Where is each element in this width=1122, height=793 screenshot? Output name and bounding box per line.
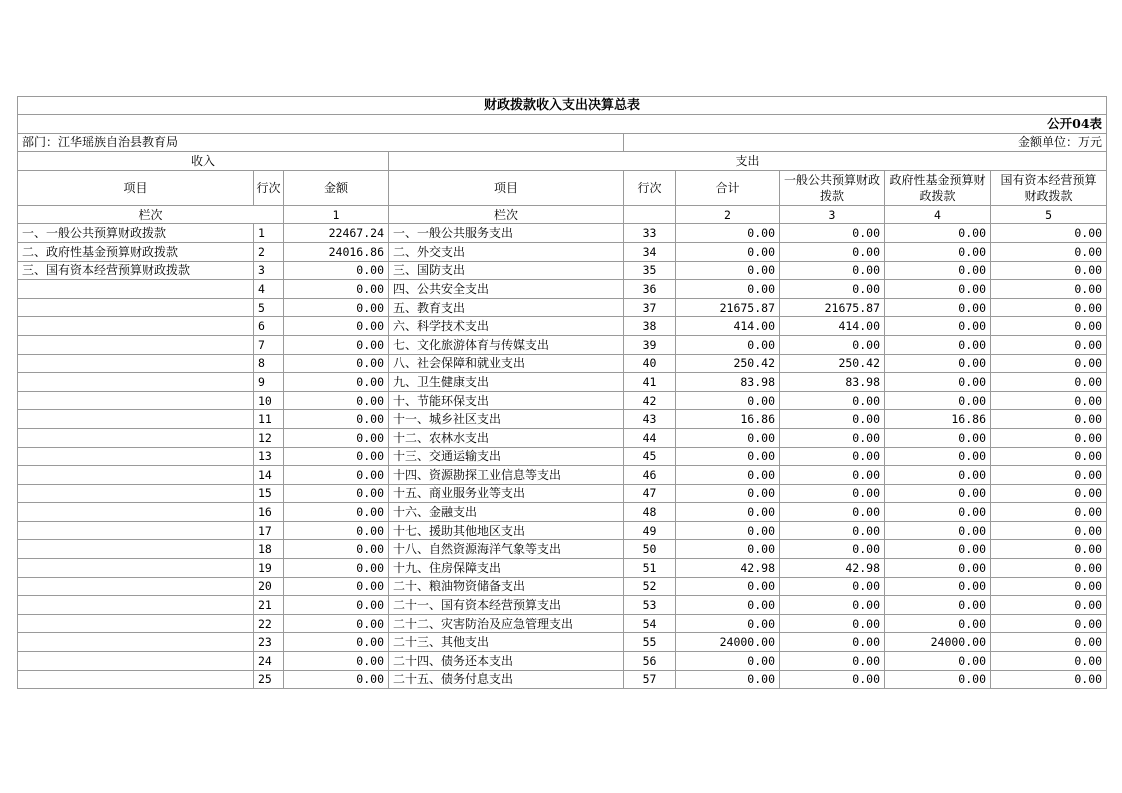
fiscal-appropriation-table [17, 96, 1107, 689]
income-line-no-cell: 3 [254, 261, 284, 280]
state-capital-cell: 0.00 [991, 261, 1107, 280]
total-cell: 414.00 [676, 317, 780, 336]
general-budget-cell: 0.00 [780, 521, 885, 540]
expense-item-cell: 十三、交通运输支出 [389, 447, 624, 466]
income-item-cell [18, 670, 254, 689]
general-budget-cell: 250.42 [780, 354, 885, 373]
income-amount-cell: 0.00 [284, 559, 389, 578]
gov-fund-cell: 0.00 [885, 280, 991, 299]
expense-line-no-cell: 51 [624, 559, 676, 578]
total-cell: 250.42 [676, 354, 780, 373]
income-line-no-cell: 22 [254, 614, 284, 633]
expense-item-cell: 十八、自然资源海洋气象等支出 [389, 540, 624, 559]
gov-fund-cell: 0.00 [885, 614, 991, 633]
expense-header: 支出 [389, 152, 1107, 171]
total-cell: 0.00 [676, 484, 780, 503]
income-amount-cell: 0.00 [284, 354, 389, 373]
table-row [18, 521, 1107, 540]
expense-line-no-cell: 42 [624, 391, 676, 410]
expense-line-no-cell: 40 [624, 354, 676, 373]
report-title: 财政拨款收入支出决算总表 [18, 97, 1107, 115]
gov-fund-cell: 0.00 [885, 354, 991, 373]
income-line-no-cell: 11 [254, 410, 284, 429]
expense-line-no-cell: 39 [624, 335, 676, 354]
table-code: 公开04表 [624, 115, 1107, 134]
income-line-no-cell: 8 [254, 354, 284, 373]
state-capital-cell: 0.00 [991, 577, 1107, 596]
general-budget-cell: 0.00 [780, 410, 885, 429]
income-amount-cell: 0.00 [284, 261, 389, 280]
income-header: 收入 [18, 152, 389, 171]
income-amount-cell: 0.00 [284, 484, 389, 503]
income-item-cell [18, 466, 254, 485]
expense-item-cell: 九、卫生健康支出 [389, 373, 624, 392]
income-line-no-cell: 13 [254, 447, 284, 466]
income-item-cell [18, 596, 254, 615]
income-amount-cell: 0.00 [284, 391, 389, 410]
general-budget-cell: 0.00 [780, 503, 885, 522]
gov-fund-cell: 0.00 [885, 466, 991, 485]
table-row [18, 224, 1107, 243]
income-item-cell [18, 521, 254, 540]
gov-fund-cell: 0.00 [885, 391, 991, 410]
income-line-no-cell: 12 [254, 428, 284, 447]
table-row [18, 670, 1107, 689]
expense-item-cell: 三、国防支出 [389, 261, 624, 280]
gov-fund-cell: 0.00 [885, 503, 991, 522]
general-budget-cell: 0.00 [780, 652, 885, 671]
table-row [18, 447, 1107, 466]
gov-fund-header: 政府性基金预算财政拨款 [885, 170, 991, 205]
income-line-no-cell: 5 [254, 298, 284, 317]
income-amount-cell: 0.00 [284, 577, 389, 596]
state-capital-cell: 0.00 [991, 652, 1107, 671]
total-cell: 0.00 [676, 503, 780, 522]
income-amount-cell: 0.00 [284, 540, 389, 559]
total-cell: 0.00 [676, 447, 780, 466]
expense-line-no-cell: 57 [624, 670, 676, 689]
income-item-cell [18, 447, 254, 466]
gov-fund-cell: 0.00 [885, 596, 991, 615]
general-budget-cell: 83.98 [780, 373, 885, 392]
income-line-no-cell: 7 [254, 335, 284, 354]
state-capital-cell: 0.00 [991, 466, 1107, 485]
total-cell: 0.00 [676, 261, 780, 280]
gov-fund-cell: 0.00 [885, 373, 991, 392]
income-item-cell [18, 317, 254, 336]
expense-line-no-cell: 47 [624, 484, 676, 503]
state-capital-cell: 0.00 [991, 410, 1107, 429]
expense-item-cell: 十五、商业服务业等支出 [389, 484, 624, 503]
income-line-no-cell: 21 [254, 596, 284, 615]
total-cell: 0.00 [676, 577, 780, 596]
total-cell: 0.00 [676, 614, 780, 633]
gov-fund-cell: 0.00 [885, 317, 991, 336]
expense-line-no-cell: 49 [624, 521, 676, 540]
general-budget-cell: 0.00 [780, 633, 885, 652]
gov-fund-cell: 0.00 [885, 670, 991, 689]
index-col-5: 5 [991, 205, 1107, 224]
table-row [18, 354, 1107, 373]
gov-fund-cell: 0.00 [885, 484, 991, 503]
gov-fund-cell: 24000.00 [885, 633, 991, 652]
income-item-cell: 一、一般公共预算财政拨款 [18, 224, 254, 243]
general-budget-cell: 0.00 [780, 540, 885, 559]
general-budget-cell: 0.00 [780, 242, 885, 261]
income-amount-cell: 0.00 [284, 428, 389, 447]
state-capital-cell: 0.00 [991, 298, 1107, 317]
total-header: 合计 [676, 170, 780, 205]
income-item-cell [18, 410, 254, 429]
unit-label: 金额单位：万元 [624, 133, 1107, 152]
general-budget-cell: 0.00 [780, 447, 885, 466]
income-amount-cell: 24016.86 [284, 242, 389, 261]
income-amount-cell: 22467.24 [284, 224, 389, 243]
blank-cell [18, 115, 624, 134]
table-row [18, 559, 1107, 578]
expense-line-no-cell: 38 [624, 317, 676, 336]
general-budget-cell: 0.00 [780, 261, 885, 280]
general-budget-cell: 0.00 [780, 428, 885, 447]
expense-line-no-cell: 48 [624, 503, 676, 522]
income-amount-cell: 0.00 [284, 633, 389, 652]
gov-fund-cell: 16.86 [885, 410, 991, 429]
income-amount-cell: 0.00 [284, 280, 389, 299]
expense-line-no-cell: 41 [624, 373, 676, 392]
table-row [18, 577, 1107, 596]
income-line-no-cell: 19 [254, 559, 284, 578]
expense-item-cell: 十九、住房保障支出 [389, 559, 624, 578]
general-budget-cell: 0.00 [780, 335, 885, 354]
general-budget-cell: 42.98 [780, 559, 885, 578]
gov-fund-cell: 0.00 [885, 298, 991, 317]
expense-item-cell: 四、公共安全支出 [389, 280, 624, 299]
income-item-cell [18, 633, 254, 652]
index-col-4: 4 [885, 205, 991, 224]
state-capital-cell: 0.00 [991, 280, 1107, 299]
income-amount-cell: 0.00 [284, 614, 389, 633]
total-cell: 0.00 [676, 670, 780, 689]
total-cell: 0.00 [676, 280, 780, 299]
general-budget-cell: 21675.87 [780, 298, 885, 317]
expense-line-no-cell: 37 [624, 298, 676, 317]
department-label: 部门：江华瑶族自治县教育局 [18, 133, 624, 152]
income-item-cell [18, 354, 254, 373]
expense-item-cell: 十、节能环保支出 [389, 391, 624, 410]
expense-item-cell: 十七、援助其他地区支出 [389, 521, 624, 540]
expense-item-cell: 十六、金融支出 [389, 503, 624, 522]
index-col-3: 3 [780, 205, 885, 224]
total-cell: 0.00 [676, 466, 780, 485]
income-item-cell [18, 652, 254, 671]
income-item-cell [18, 577, 254, 596]
income-line-no-cell: 9 [254, 373, 284, 392]
expense-line-no-cell: 33 [624, 224, 676, 243]
income-line-no-cell: 17 [254, 521, 284, 540]
gov-fund-cell: 0.00 [885, 577, 991, 596]
income-amount-cell: 0.00 [284, 335, 389, 354]
expense-item-cell: 十四、资源勘探工业信息等支出 [389, 466, 624, 485]
state-capital-cell: 0.00 [991, 335, 1107, 354]
expense-line-no-cell: 43 [624, 410, 676, 429]
income-amount-cell: 0.00 [284, 373, 389, 392]
general-budget-cell: 0.00 [780, 614, 885, 633]
expense-item-cell: 八、社会保障和就业支出 [389, 354, 624, 373]
income-line-no-cell: 16 [254, 503, 284, 522]
gov-fund-cell: 0.00 [885, 242, 991, 261]
table-row [18, 261, 1107, 280]
income-amount-cell: 0.00 [284, 521, 389, 540]
income-item-cell [18, 373, 254, 392]
total-cell: 0.00 [676, 521, 780, 540]
total-cell: 16.86 [676, 410, 780, 429]
table-row [18, 503, 1107, 522]
expense-line-no-cell: 45 [624, 447, 676, 466]
expense-line-no-cell: 55 [624, 633, 676, 652]
report-sheet [17, 96, 1106, 689]
expense-index-label: 栏次 [389, 205, 624, 224]
expense-line-no-cell: 54 [624, 614, 676, 633]
state-capital-cell: 0.00 [991, 242, 1107, 261]
table-row [18, 428, 1107, 447]
income-line-no-cell: 10 [254, 391, 284, 410]
gov-fund-cell: 0.00 [885, 335, 991, 354]
expense-item-cell: 二十二、灾害防治及应急管理支出 [389, 614, 624, 633]
income-line-no-cell: 14 [254, 466, 284, 485]
table-row [18, 280, 1107, 299]
income-index-col: 1 [284, 205, 389, 224]
state-capital-cell: 0.00 [991, 596, 1107, 615]
income-line-no-cell: 18 [254, 540, 284, 559]
state-capital-cell: 0.00 [991, 521, 1107, 540]
income-index-label: 栏次 [18, 205, 284, 224]
index-col-2: 2 [676, 205, 780, 224]
income-line-no-cell: 23 [254, 633, 284, 652]
expense-line-no-cell: 56 [624, 652, 676, 671]
income-amount-cell: 0.00 [284, 410, 389, 429]
state-capital-cell: 0.00 [991, 428, 1107, 447]
general-budget-cell: 414.00 [780, 317, 885, 336]
general-budget-cell: 0.00 [780, 484, 885, 503]
state-capital-cell: 0.00 [991, 614, 1107, 633]
expense-line-no-cell: 34 [624, 242, 676, 261]
total-cell: 0.00 [676, 652, 780, 671]
general-budget-cell: 0.00 [780, 466, 885, 485]
expense-line-no-cell: 52 [624, 577, 676, 596]
expense-line-no-cell: 35 [624, 261, 676, 280]
gov-fund-cell: 0.00 [885, 521, 991, 540]
expense-item-cell: 二十、粮油物资储备支出 [389, 577, 624, 596]
income-amount-cell: 0.00 [284, 298, 389, 317]
state-capital-cell: 0.00 [991, 670, 1107, 689]
total-cell: 0.00 [676, 540, 780, 559]
blank-cell [624, 205, 676, 224]
state-capital-header: 国有资本经营预算财政拨款 [991, 170, 1107, 205]
total-cell: 0.00 [676, 242, 780, 261]
income-item-cell [18, 391, 254, 410]
total-cell: 42.98 [676, 559, 780, 578]
expense-item-cell: 七、文化旅游体育与传媒支出 [389, 335, 624, 354]
state-capital-cell: 0.00 [991, 391, 1107, 410]
income-item-cell [18, 280, 254, 299]
income-line-no-cell: 24 [254, 652, 284, 671]
state-capital-cell: 0.00 [991, 354, 1107, 373]
table-row [18, 596, 1107, 615]
income-amount-cell: 0.00 [284, 317, 389, 336]
income-line-no-cell: 15 [254, 484, 284, 503]
gov-fund-cell: 0.00 [885, 652, 991, 671]
general-budget-cell: 0.00 [780, 224, 885, 243]
expense-item-cell: 一、一般公共服务支出 [389, 224, 624, 243]
table-row [18, 633, 1107, 652]
table-row [18, 540, 1107, 559]
table-row [18, 242, 1107, 261]
income-item-cell [18, 614, 254, 633]
state-capital-cell: 0.00 [991, 559, 1107, 578]
expense-item-cell: 六、科学技术支出 [389, 317, 624, 336]
general-budget-cell: 0.00 [780, 577, 885, 596]
income-line-no-header: 行次 [254, 170, 284, 205]
expense-item-cell: 二十四、债务还本支出 [389, 652, 624, 671]
expense-line-no-header: 行次 [624, 170, 676, 205]
state-capital-cell: 0.00 [991, 447, 1107, 466]
income-item-header: 项目 [18, 170, 254, 205]
income-item-cell: 三、国有资本经营预算财政拨款 [18, 261, 254, 280]
income-item-cell [18, 428, 254, 447]
table-row [18, 335, 1107, 354]
total-cell: 0.00 [676, 335, 780, 354]
gov-fund-cell: 0.00 [885, 224, 991, 243]
income-amount-cell: 0.00 [284, 596, 389, 615]
expense-item-cell: 十一、城乡社区支出 [389, 410, 624, 429]
state-capital-cell: 0.00 [991, 224, 1107, 243]
income-line-no-cell: 2 [254, 242, 284, 261]
state-capital-cell: 0.00 [991, 540, 1107, 559]
income-amount-cell: 0.00 [284, 447, 389, 466]
income-item-cell [18, 484, 254, 503]
total-cell: 0.00 [676, 428, 780, 447]
gov-fund-cell: 0.00 [885, 428, 991, 447]
income-amount-cell: 0.00 [284, 503, 389, 522]
total-cell: 24000.00 [676, 633, 780, 652]
total-cell: 0.00 [676, 224, 780, 243]
income-item-cell: 二、政府性基金预算财政拨款 [18, 242, 254, 261]
table-row [18, 484, 1107, 503]
income-item-cell [18, 335, 254, 354]
expense-line-no-cell: 46 [624, 466, 676, 485]
table-row [18, 298, 1107, 317]
state-capital-cell: 0.00 [991, 373, 1107, 392]
expense-item-cell: 五、教育支出 [389, 298, 624, 317]
total-cell: 0.00 [676, 596, 780, 615]
state-capital-cell: 0.00 [991, 317, 1107, 336]
table-row [18, 391, 1107, 410]
income-amount-cell: 0.00 [284, 466, 389, 485]
expense-item-cell: 二十三、其他支出 [389, 633, 624, 652]
income-line-no-cell: 4 [254, 280, 284, 299]
expense-item-cell: 二、外交支出 [389, 242, 624, 261]
total-cell: 21675.87 [676, 298, 780, 317]
income-amount-cell: 0.00 [284, 652, 389, 671]
income-item-cell [18, 503, 254, 522]
table-row [18, 652, 1107, 671]
expense-line-no-cell: 36 [624, 280, 676, 299]
general-budget-cell: 0.00 [780, 280, 885, 299]
state-capital-cell: 0.00 [991, 633, 1107, 652]
expense-item-header: 项目 [389, 170, 624, 205]
table-row [18, 373, 1107, 392]
gov-fund-cell: 0.00 [885, 447, 991, 466]
general-budget-header: 一般公共预算财政拨款 [780, 170, 885, 205]
income-item-cell [18, 540, 254, 559]
expense-line-no-cell: 50 [624, 540, 676, 559]
gov-fund-cell: 0.00 [885, 559, 991, 578]
income-line-no-cell: 6 [254, 317, 284, 336]
state-capital-cell: 0.00 [991, 484, 1107, 503]
expense-item-cell: 二十一、国有资本经营预算支出 [389, 596, 624, 615]
table-row [18, 410, 1107, 429]
table-row [18, 614, 1107, 633]
general-budget-cell: 0.00 [780, 596, 885, 615]
general-budget-cell: 0.00 [780, 670, 885, 689]
gov-fund-cell: 0.00 [885, 261, 991, 280]
state-capital-cell: 0.00 [991, 503, 1107, 522]
table-row [18, 317, 1107, 336]
expense-item-cell: 二十五、债务付息支出 [389, 670, 624, 689]
table-row [18, 466, 1107, 485]
income-item-cell [18, 298, 254, 317]
expense-line-no-cell: 44 [624, 428, 676, 447]
income-line-no-cell: 1 [254, 224, 284, 243]
gov-fund-cell: 0.00 [885, 540, 991, 559]
expense-item-cell: 十二、农林水支出 [389, 428, 624, 447]
income-amount-cell: 0.00 [284, 670, 389, 689]
income-item-cell [18, 559, 254, 578]
income-line-no-cell: 20 [254, 577, 284, 596]
total-cell: 0.00 [676, 391, 780, 410]
income-amount-header: 金额 [284, 170, 389, 205]
expense-line-no-cell: 53 [624, 596, 676, 615]
income-line-no-cell: 25 [254, 670, 284, 689]
total-cell: 83.98 [676, 373, 780, 392]
general-budget-cell: 0.00 [780, 391, 885, 410]
